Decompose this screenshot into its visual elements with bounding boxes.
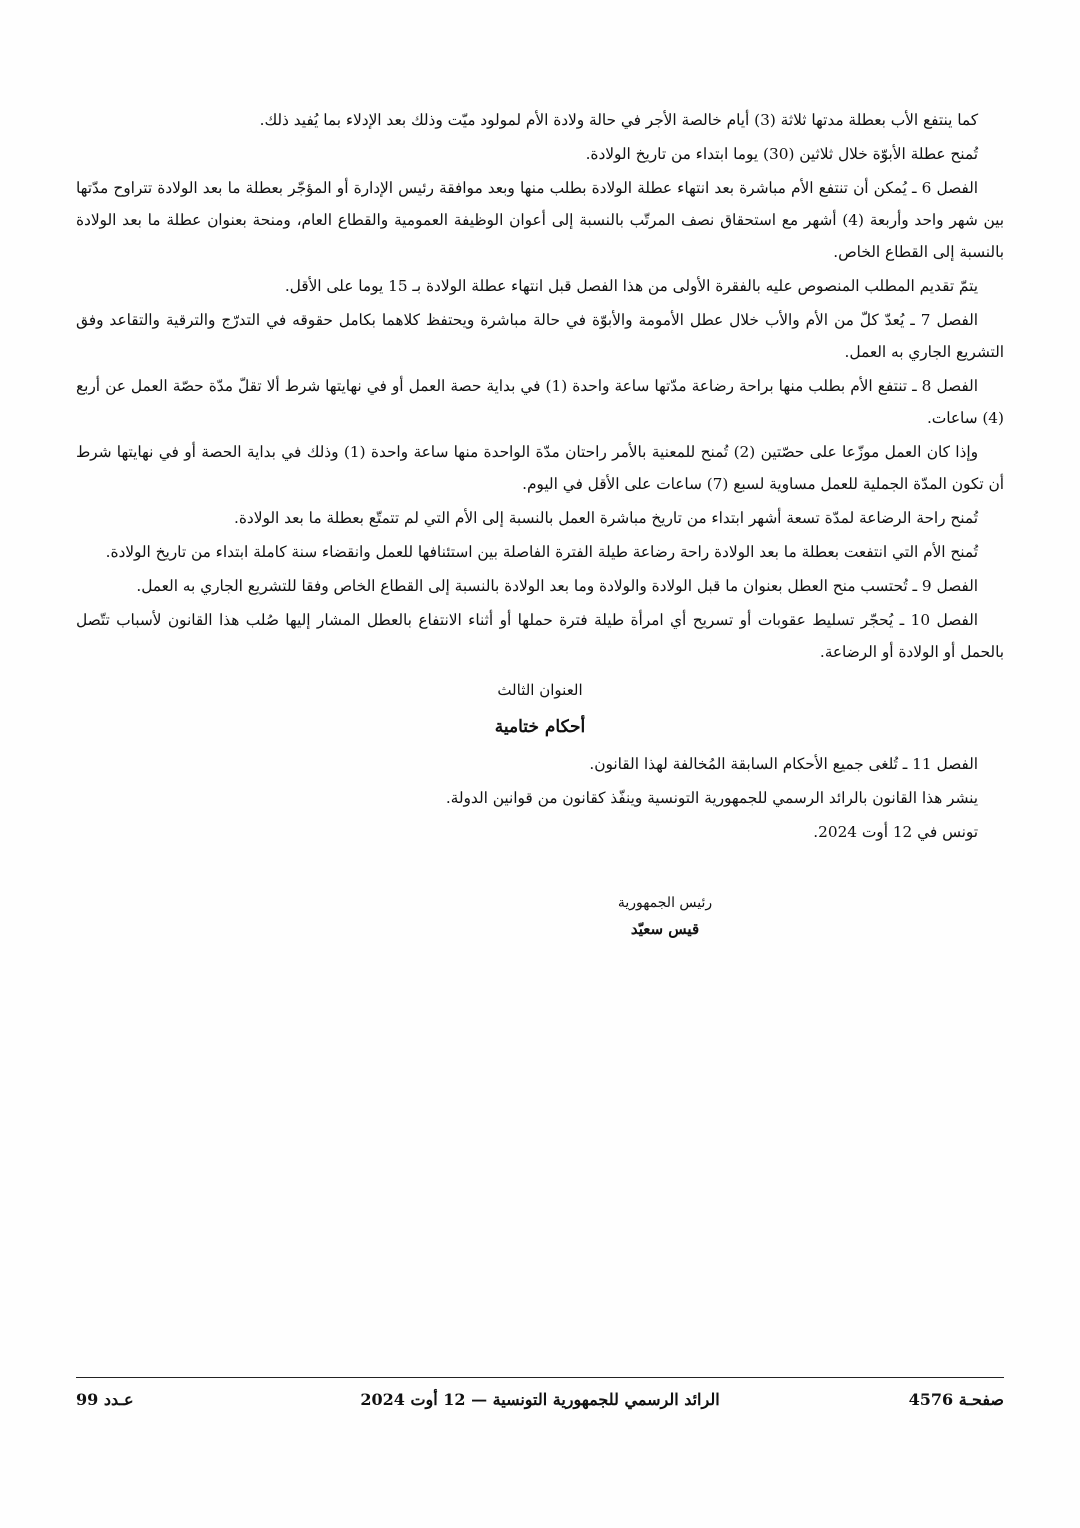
section-title: أحكام ختامية	[494, 717, 586, 737]
page-footer	[76, 1385, 1004, 1415]
article-11: الفصل 11 ـ تُلغى جميع الأحكام السابقة المُخالفة لهذا القانون.	[589, 755, 978, 773]
article-8: الفصل 8 ـ تنتفع الأم بطلب منها براحة رضاعة مدّتها ساعة واحدة (1) في بداية حصة العمل أو في نهايتها شرط ألا تقلّ مدّة حصّة العمل عن أربع (4) ساعات.	[76, 377, 1004, 427]
section-label: العنوان الثالث	[497, 681, 583, 699]
publication-clause: ينشر هذا القانون بالرائد الرسمي للجمهورية التونسية وينفّذ كقانون من قوانين الدولة.	[445, 789, 978, 807]
footer-journal-title: الرائد الرسمي للجمهورية التونسية — 12 أوت 2024	[360, 1390, 720, 1409]
article-10: الفصل 10 ـ يُحجّر تسليط عقوبات أو تسريح أي امرأة طيلة فترة حملها أو أثناء الانتفاع بالعطل المشار إليها صُلب هذا القانون لأسباب تتّصل بالحمل أو الولادة أو الرضاعة.	[76, 611, 1004, 661]
signatory-role: رئيس الجمهورية	[617, 895, 713, 911]
article-6: الفصل 6 ـ يُمكن أن تنتفع الأم مباشرة بعد انتهاء عطلة الولادة بطلب منها وبعد موافقة رئيس الإدارة أو المؤجّر بعطلة ما بعد الولادة تتراوح مدّتها بين شهر واحد وأربعة (4) أشهر مع استحقاق نصف المرتّب بالنسبة إلى أعوان الوظيفة العمومية والقطاع العام، ومنحة بعنوان عطلة ما بعد الولادة بالنسبة إلى القطاع الخاص.	[76, 179, 1004, 261]
article-8-after-leave: تُمنح الأم التي انتفعت بعطلة ما بعد الولادة راحة رضاعة طيلة الفترة الفاصلة بين استئنافها للعمل وانقضاء سنة كاملة ابتداء من تاريخ الولادة.	[105, 543, 978, 561]
paragraph-father-stillbirth-leave: كما ينتفع الأب بعطلة مدتها ثلاثة (3) أيام خالصة الأجر في حالة ولادة الأم لمولود ميّت وذلك بعد الإدلاء بما يُفيد ذلك.	[259, 111, 978, 129]
article-8-two-shifts: وإذا كان العمل موزّعا على حصّتين (2) تُمنح للمعنية بالأمر راحتان مدّة الواحدة منها ساعة واحدة (1) وذلك في بداية الحصة أو في نهايتها شرط أن تكون المدّة الجملية للعمل مساوية لسبع (7) ساعات على الأقل في اليوم.	[76, 443, 1004, 493]
paragraph-paternity-leave-period: تُمنح عطلة الأبوّة خلال ثلاثين (30) يوما ابتداء من تاريخ الولادة.	[585, 145, 978, 163]
place-date: تونس في 12 أوت 2024.	[813, 823, 978, 841]
signature-block	[590, 890, 740, 942]
law-body	[76, 104, 1004, 848]
footer-divider	[76, 1377, 1004, 1378]
footer-page-number: صفحـة 4576	[908, 1390, 1004, 1409]
article-8-nine-months: تُمنح راحة الرضاعة لمدّة تسعة أشهر ابتداء من تاريخ مباشرة العمل بالنسبة إلى الأم التي لم تتمتّع بعطلة ما بعد الولادة.	[234, 509, 978, 527]
article-6-request: يتمّ تقديم المطلب المنصوص عليه بالفقرة الأولى من هذا الفصل قبل انتهاء عطلة الولادة بـ 15 يوما على الأقل.	[284, 277, 978, 295]
article-7: الفصل 7 ـ يُعدّ كلّ من الأم والأب خلال عطل الأمومة والأبوّة في حالة مباشرة ويحتفظ كلاهما بكامل حقوقه في التدرّج والترقية والتقاعد وفق التشريع الجاري به العمل.	[76, 311, 1004, 361]
signatory-name: قيس سعيّد	[630, 920, 700, 938]
article-9: الفصل 9 ـ تُحتسب منح العطل بعنوان ما قبل الولادة والولادة وما بعد الولادة بالنسبة إلى القطاع الخاص وفقا للتشريع الجاري به العمل.	[136, 577, 978, 595]
footer-issue-number: عـدد 99	[76, 1390, 134, 1409]
